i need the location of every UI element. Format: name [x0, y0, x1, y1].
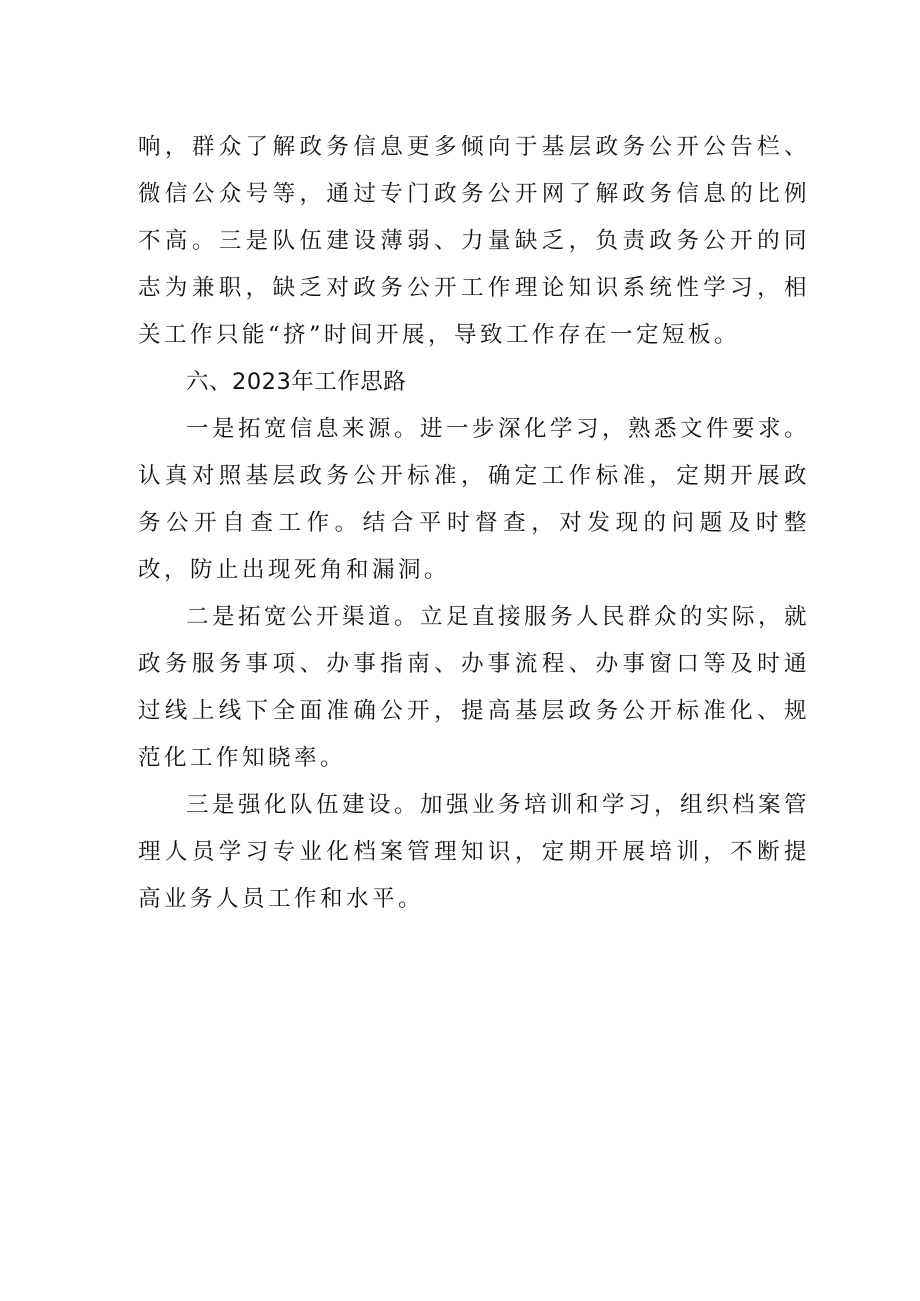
paragraph-broaden-disclosure-channels: 二是拓宽公开渠道。立足直接服务人民群众的实际，就政务服务事项、办事指南、办事流程、办事窗口等及时通过线上线下全面准确公开，提高基层政务公开标准化、规范化工作知晓率。 [138, 604, 811, 771]
section-heading: 六、2023年工作思路 [186, 369, 407, 395]
document-body [138, 124, 810, 923]
continuation-paragraph: 响，群众了解政务信息更多倾向于基层政务公开公告栏、微信公众号等，通过专门政务公开网了解政务信息的比例不高。三是队伍建设薄弱、力量缺乏，负责政务公开的同志为兼职，缺乏对政务公开工作理论知识系统性学习，相关工作只能“挤”时间开展，导致工作存在一定短板。 [138, 134, 810, 348]
paragraph-broaden-info-sources: 一是拓宽信息来源。进一步深化学习，熟悉文件要求。认真对照基层政务公开标准，确定工作标准，定期开展政务公开自查工作。结合平时督查，对发现的问题及时整改，防止出现死角和漏洞。 [138, 416, 811, 583]
paragraph-strengthen-team: 三是强化队伍建设。加强业务培训和学习，组织档案管理人员学习专业化档案管理知识，定期开展培训，不断提高业务人员工作和水平。 [138, 792, 811, 912]
